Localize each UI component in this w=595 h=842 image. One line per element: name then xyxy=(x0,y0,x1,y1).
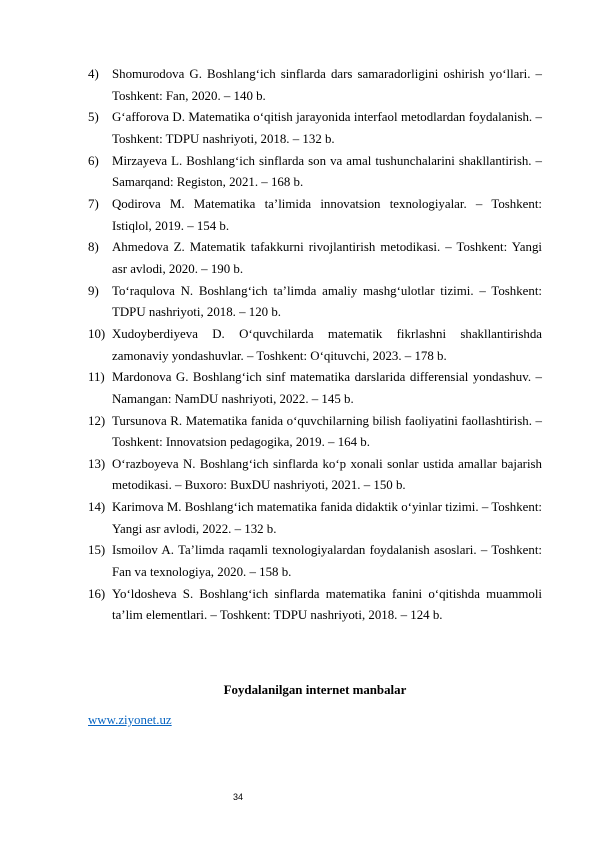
reference-number: 8) xyxy=(88,240,99,255)
reference-text: Ahmedova Z. Matematik tafakkurni rivojlantirish metodikasi. – Toshkent: Yangi asr avlodi, 2020. – 190 b. xyxy=(112,240,542,276)
reference-text: To‘raqulova N. Boshlang‘ich ta’limda amaliy mashg‘ulotlar tizimi. – Toshkent: TDPU nashriyoti, 2018. – 120 b. xyxy=(112,283,542,320)
reference-text: Tursunova R. Matematika fanida o‘quvchilarning bilish faoliyatini faollashtirish. – Toshkent: Innovatsion pedagogika, 2019. – 164 b. xyxy=(112,413,542,450)
reference-item xyxy=(88,367,542,410)
page-number: 34 xyxy=(232,792,243,802)
reference-number: 15) xyxy=(88,543,106,558)
reference-item xyxy=(88,324,542,367)
reference-number: 4) xyxy=(88,67,99,81)
reference-number: 14) xyxy=(88,500,106,515)
reference-number: 10) xyxy=(88,326,106,341)
reference-text: Ismoilov A. Ta’limda raqamli texnologiyalardan foydalanish asoslari. – Toshkent: Fan va texnologiya, 2020. – 158 b. xyxy=(112,543,542,580)
reference-text: Yo‘ldosheva S. Boshlang‘ich sinflarda matematika fanini o‘qitishda muammoli ta’lim elementlari. – Toshkent: TDPU nashriyoti, 2018. – 124 b. xyxy=(112,586,542,623)
reference-text: Mirzayeva L. Boshlang‘ich sinflarda son va amal tushunchalarini shakllantirish. – Samarqand: Registon, 2021. – 168 b. xyxy=(112,153,542,190)
reference-number: 13) xyxy=(88,456,106,471)
reference-text: Qodirova M. Matematika ta’limida innovatsion texnologiyalar. – Toshkent: Istiqlol, 2019. – 154 b. xyxy=(112,196,542,233)
reference-text: Karimova M. Boshlang‘ich matematika fanida didaktik o‘yinlar tizimi. – Toshkent: Yangi asr avlodi, 2022. – 132 b. xyxy=(112,500,542,536)
reference-item xyxy=(88,281,542,324)
reference-text: Mardonova G. Boshlang‘ich sinf matematika darslarida differensial yondashuv. – Namangan: NamDU nashriyoti, 2022. – 145 b. xyxy=(112,370,542,406)
reference-text: Shomurodova G. Boshlang‘ich sinflarda dars samaradorligini oshirish yo‘llari. – Toshkent: Fan, 2020. – 140 b. xyxy=(112,67,542,103)
reference-number: 16) xyxy=(88,586,106,601)
reference-item xyxy=(88,194,542,237)
reference-item xyxy=(88,237,542,280)
reference-number: 12) xyxy=(88,413,106,428)
reference-number: 5) xyxy=(88,110,99,125)
reference-item xyxy=(88,107,542,150)
reference-number: 6) xyxy=(88,153,99,168)
reference-item xyxy=(88,454,542,497)
internet-sources-heading: Foydalanilgan internet manbalar xyxy=(223,683,407,697)
ziyonet-link[interactable]: www.ziyonet.uz xyxy=(88,713,172,727)
reference-text: Xudoyberdiyeva D. O‘quvchilarda matematik fikrlashni shakllantirishda zamonaviy yondashuvlar. – Toshkent: O‘qituvchi, 2023. – 178 b. xyxy=(112,326,542,363)
reference-item xyxy=(88,151,542,194)
reference-item xyxy=(88,584,542,627)
reference-item xyxy=(88,497,542,540)
reference-number: 11) xyxy=(88,370,105,385)
reference-item xyxy=(88,540,542,583)
reference-number: 7) xyxy=(88,196,99,211)
reference-item xyxy=(88,64,542,107)
reference-item xyxy=(88,411,542,454)
reference-number: 9) xyxy=(88,283,99,298)
reference-text: O‘razboyeva N. Boshlang‘ich sinflarda ko‘p xonali sonlar ustida amallar bajarish metodikasi. – Buxoro: BuxDU nashriyoti, 2021. – 150 b. xyxy=(112,456,542,493)
reference-list xyxy=(88,64,542,627)
reference-text: G‘afforova D. Matematika o‘qitish jarayonida interfaol metodlardan foydalanish. – Toshkent: TDPU nashriyoti, 2018. – 132 b. xyxy=(112,110,542,146)
